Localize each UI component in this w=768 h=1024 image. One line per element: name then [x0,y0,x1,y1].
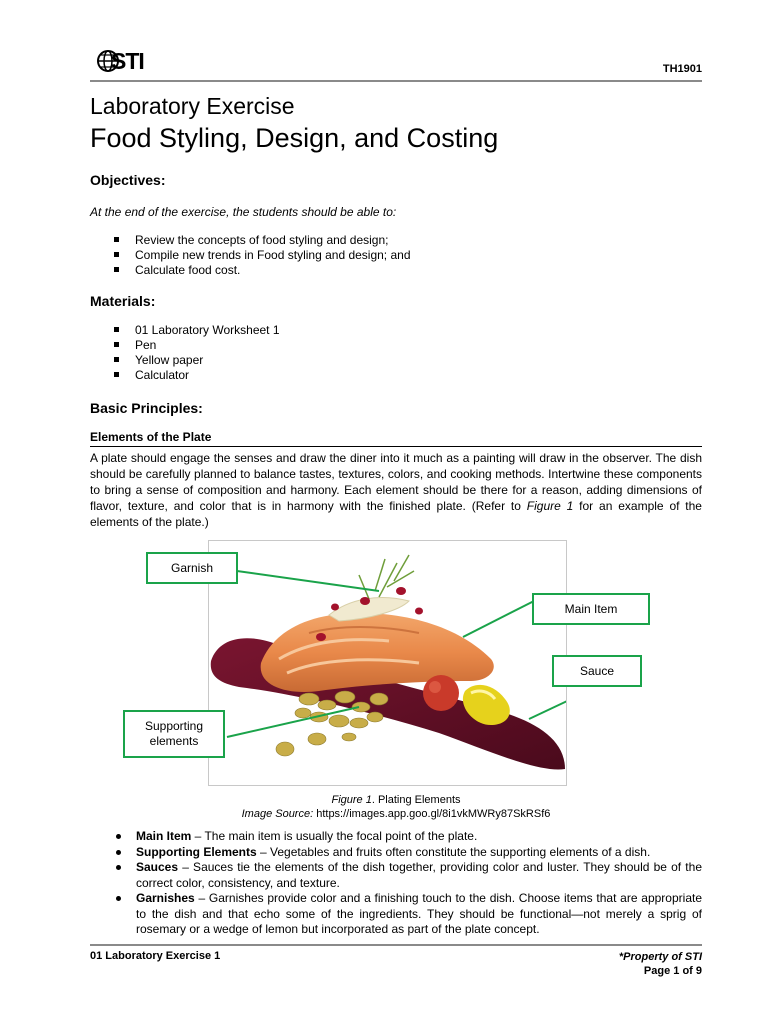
objectives-list [90,233,690,278]
objectives-heading: Objectives: [90,172,166,188]
list-item: Calculator [90,368,690,383]
callout-leader-lines [209,541,566,785]
list-item: Review the concepts of food styling and design; [90,233,690,248]
term: Garnishes [136,891,195,905]
lab-exercise-label: Laboratory Exercise [90,93,295,119]
caption-label: Figure 1 [331,794,372,806]
paragraph-text-end: for an example of the elements of the plate.) [90,499,702,529]
footer-right [619,950,702,978]
document-code: TH1901 [662,63,702,75]
callout-garnish: Garnish [146,552,238,584]
list-item: 01 Laboratory Worksheet 1 [90,323,690,338]
page-title: Food Styling, Design, and Costing [90,123,499,153]
list-item: Yellow paper [90,353,690,368]
elements-of-plate-heading: Elements of the Plate [90,430,212,444]
definition: – Garnishes provide color and a finishing touch to the dish. Choose items that are appropriate to the dish and that echo some of the ingredients. They should be functional—not merely a sprig of rosemary or a wedge of lemon but incorporated as part of the plate concept. [136,891,702,936]
figure-caption [90,794,702,806]
section-divider [90,446,702,447]
list-item [90,829,702,845]
materials-list [90,323,690,383]
basic-principles-heading: Basic Principles: [90,400,203,416]
property-notice: *Property of STI [618,951,702,963]
definition: – The main item is usually the focal point of the plate. [191,829,478,843]
callout-sauce: Sauce [552,655,642,687]
definition: – Sauces tie the elements of the dish together, providing color and luster. They should be of the correct color, consistency, and texture. [136,860,702,890]
plate-elements-list [90,829,702,938]
source-label: Image Source: [241,808,314,820]
objectives-intro: At the end of the exercise, the students should be able to: [90,205,397,219]
image-source [90,808,702,820]
term: Sauces [136,860,179,874]
list-item [90,860,702,891]
term: Supporting Elements [136,844,257,859]
sti-logo [97,46,157,76]
list-item [90,845,702,861]
caption-text: . Plating Elements [371,794,461,806]
term: Main Item [136,829,192,843]
figure-reference: Figure 1 [526,499,574,513]
plating-figure-image [208,540,567,786]
principles-paragraph [90,450,702,530]
list-item: Compile new trends in Food styling and design; and [90,248,690,263]
materials-heading: Materials: [90,293,156,309]
page-number: Page 1 of 9 [643,965,702,977]
logo-text: STI [111,48,144,74]
callout-supporting-line2: elements [149,734,199,748]
header-divider [90,80,702,82]
footer-document-label: 01 Laboratory Exercise 1 [90,950,221,962]
source-url: https://images.app.goo.gl/8i1vkMWRy87SkRSf6 [313,808,551,820]
paragraph-text: A plate should engage the senses and draw the diner into it much as a painting will draw in the observer. The dish should be carefully planned to balance tastes, textures, colors, and cooking methods. Intertwine these components to bring a sense of composition and harmony. Each element should be there for a reason, adding dimensions of flavor, texture, and color that is in harmony with the finished plate. (Refer to [90,451,702,513]
list-item: Calculate food cost. [90,263,690,278]
callout-main-item: Main Item [532,593,650,625]
footer-divider [90,944,702,946]
list-item: Pen [90,338,690,353]
callout-supporting-line1: Supporting [144,719,204,733]
callout-supporting-elements [123,710,225,758]
definition: – Vegetables and fruits often constitute the supporting elements of a dish. [256,844,651,859]
list-item [90,891,702,938]
